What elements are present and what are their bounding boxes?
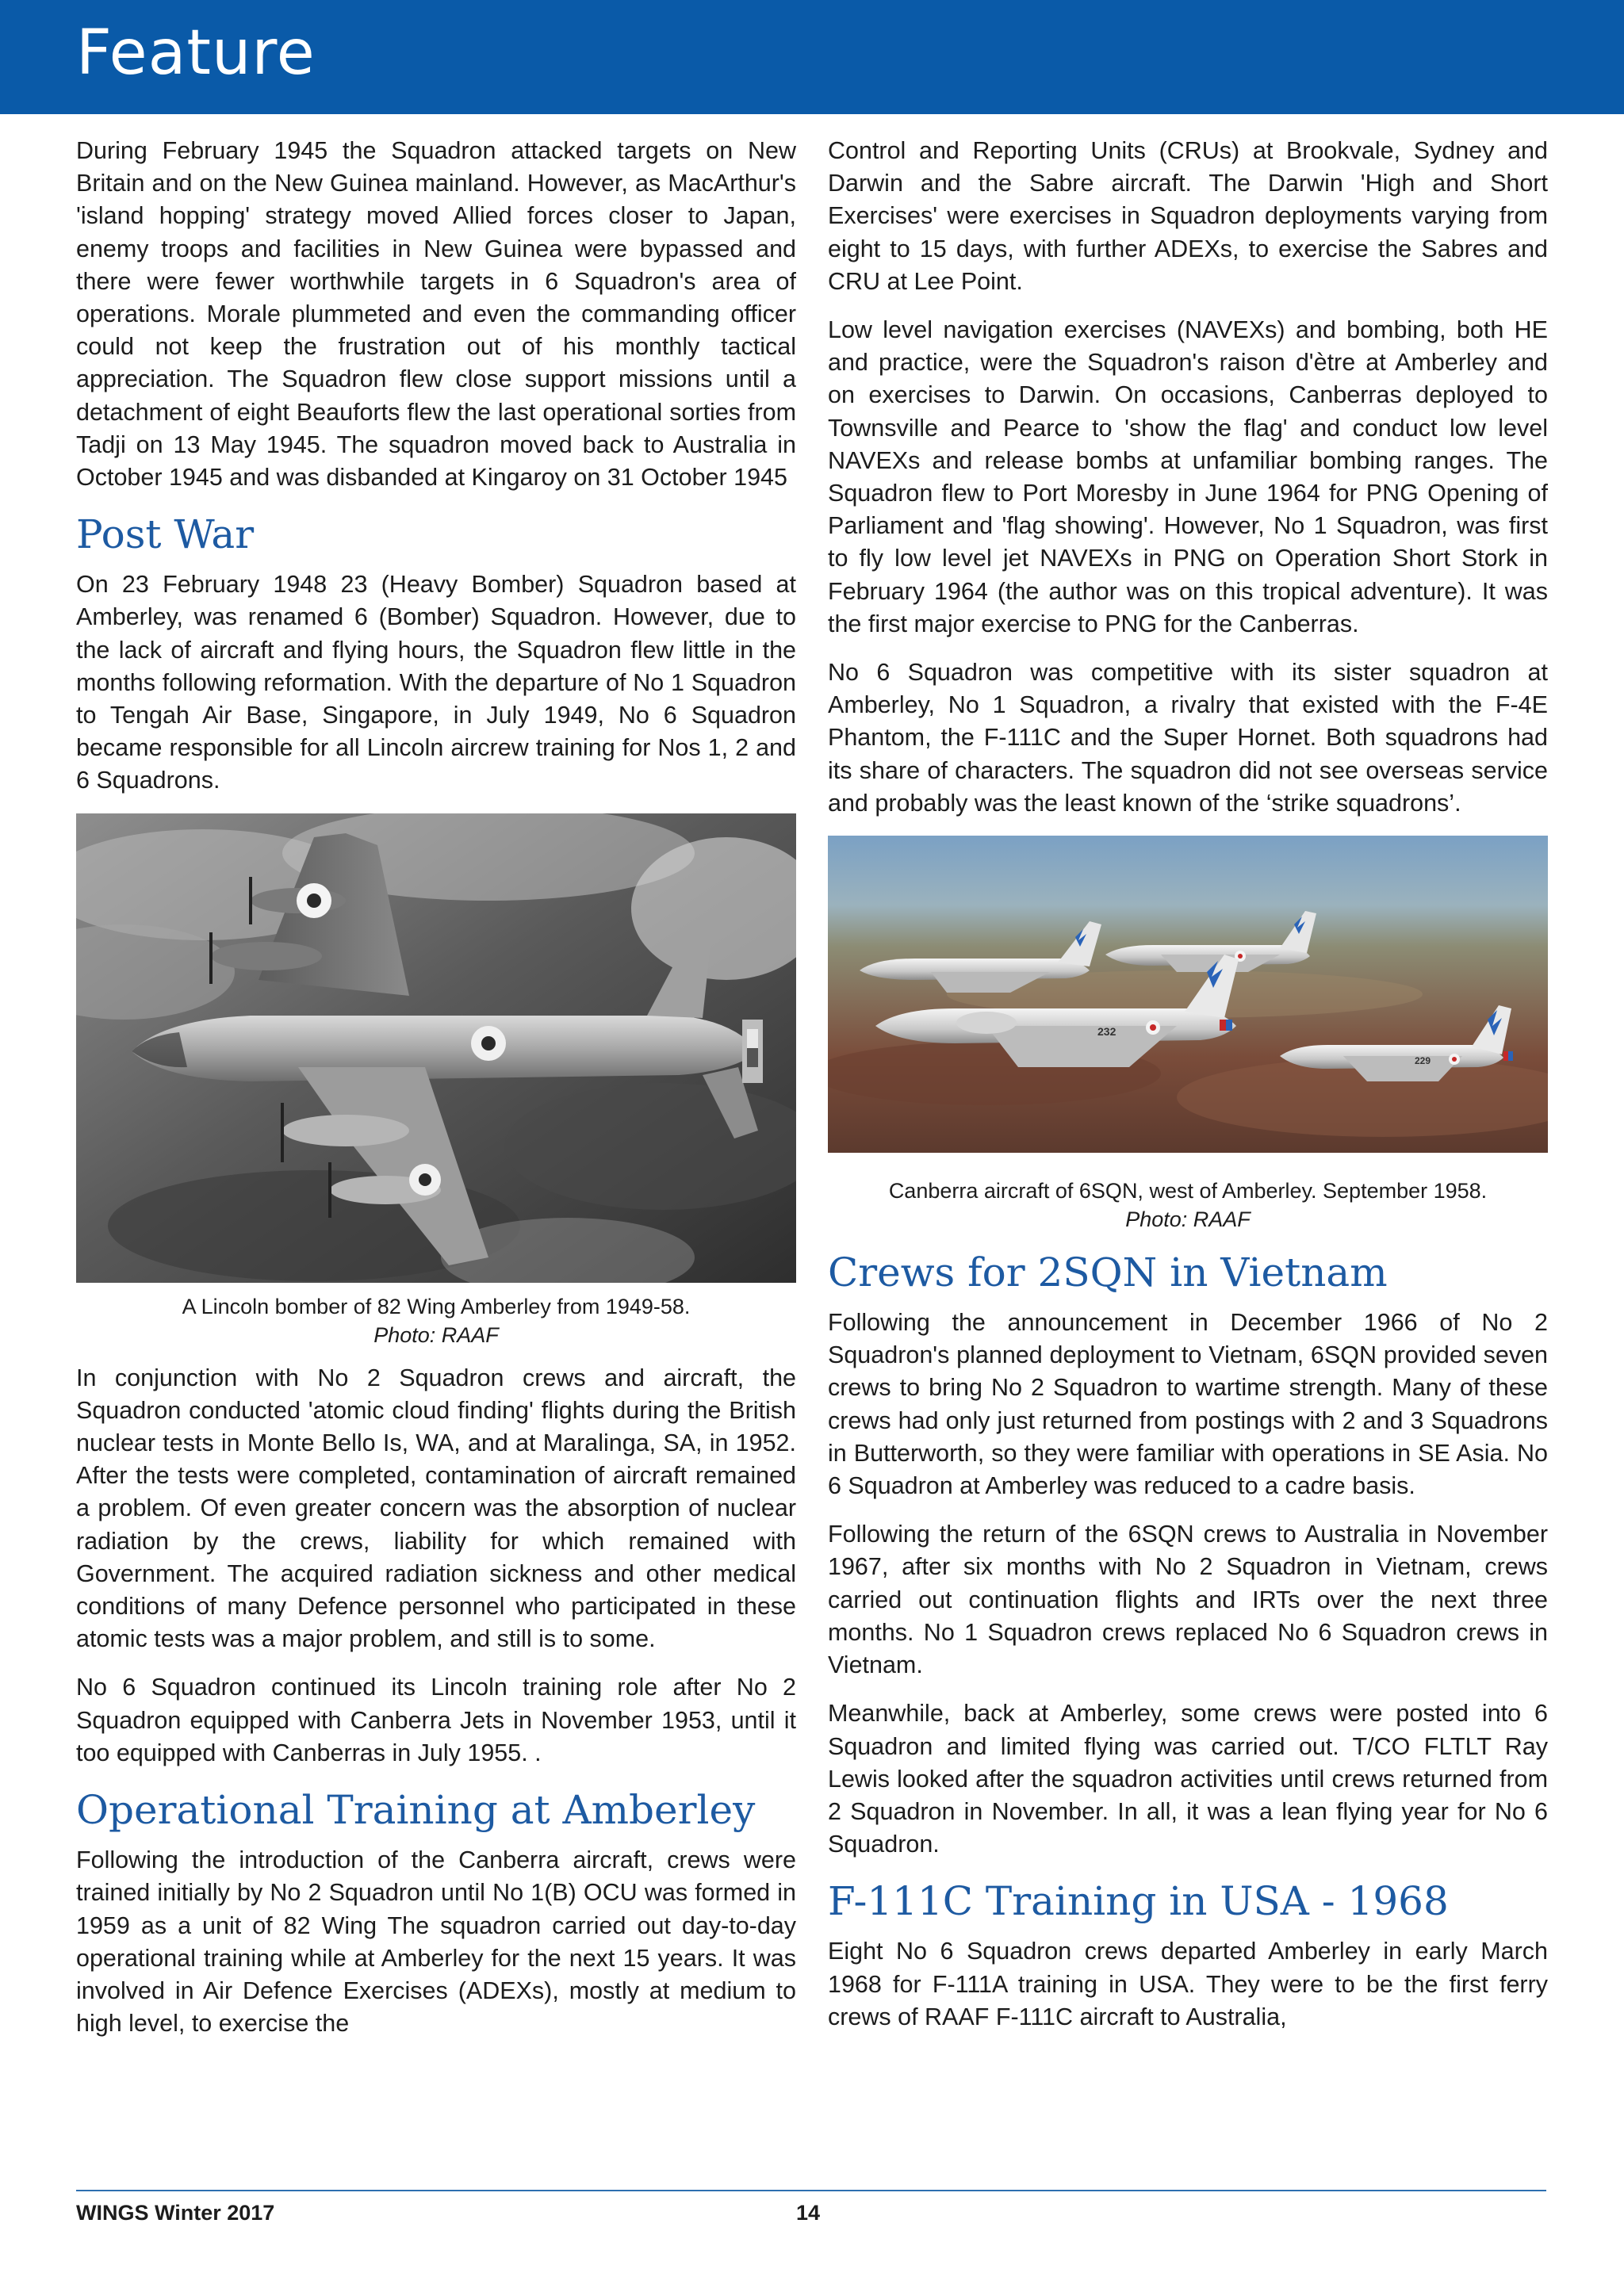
lincoln-caption-text: A Lincoln bomber of 82 Wing Amberley from 1949-58.	[182, 1294, 691, 1318]
paragraph-vietnam-deployment: Following the announcement in December 1966 of No 2 Squadron's planned deployment to Vietnam, 6SQN provided seven crews to bring No 2 Squadron to wartime strength. Many of these crews had only just returned from postings with 2 and 3 Squadrons in Butterworth, so they were familiar with operations in SE Asia. No 6 Squadron at Amberley was reduced to a cadre basis.	[828, 1309, 1548, 1500]
heading-post-war: Post War	[76, 511, 255, 558]
paragraph-canberra-training: Following the introduction of the Canberra aircraft, crews were trained initially by No 2 Squadron until No 1(B) OCU was formed in 1959 as a unit of 82 Wing The squadron carried out day-to-day operational training while at Amberley for the next 15 years. It was involved in Air Defence Exercises (ADEXs), mostly at medium to high level, to exercise the	[76, 1846, 796, 2038]
paragraph-back-at-amberley: Meanwhile, back at Amberley, some crews were posted into 6 Squadron and limited flying was carried out. T/CO FLTLT Ray Lewis looked after the squadron activities until crews returned from 2 Squadron in November. In all, it was a lean flying year for No 6 Squadron.	[828, 1700, 1548, 1858]
canberra-formation-photo	[828, 836, 1548, 1153]
paragraph-atomic-tests: In conjunction with No 2 Squadron crews and aircraft, the Squadron conducted 'atomic cloud finding' flights during the British nuclear tests in Monte Bello Is, WA, and at Maralinga, SA, in 1952. After the tests were completed, contamination of aircraft remained a problem. Of even greater concern was the absorption of nuclear radiation by the crews, liability for which remained with Government. The acquired radiation sickness and other medical conditions of many Defence personnel who participated in these atomic tests was a major problem, and still is to some.	[76, 1364, 796, 1653]
paragraph-post-war: On 23 February 1948 23 (Heavy Bomber) Squadron based at Amberley, was renamed 6 (Bomber) Squadron. However, due to the lack of aircraft and flying hours, the Squadron flew little in the months following reformation. With the departure of No 1 Squadron to Tengah Air Base, Singapore, in July 1949, No 6 Squadron became responsible for all Lincoln aircrew training for Nos 1, 2 and 6 Squadrons.	[76, 571, 796, 794]
lincoln-photo-credit: Photo: RAAF	[373, 1322, 499, 1347]
heading-f111c-training: F-111C Training in USA - 1968	[828, 1878, 1449, 1925]
paragraph-return-crews: Following the return of the 6SQN crews to Australia in November 1967, after six months with No 2 Squadron in Vietnam, crews carried out continuation flights and IRTs over the next three months. No 1 Squadron crews replaced No 6 Squadron crews in Vietnam.	[828, 1521, 1548, 1679]
footer-divider	[76, 2190, 1546, 2191]
lincoln-photo-caption	[76, 1292, 796, 1349]
canberra-photo-caption	[828, 1177, 1548, 1234]
lincoln-bomber-photo	[76, 813, 796, 1283]
paragraph-rivalry: No 6 Squadron was competitive with its sister squadron at Amberley, No 1 Squadron, a rivalry that existed with the F-4E Phantom, the F-111C and the Super Hornet. Both squadrons had its share of characters. The squadron did not see overseas service and probably was the least known of the ‘strike squadrons’.	[828, 659, 1548, 817]
right-column	[828, 135, 1548, 2049]
paragraph-lincoln-training: No 6 Squadron continued its Lincoln training role after No 2 Squadron equipped with Canberra Jets in November 1953, until it too equipped with Canberras in July 1955. .	[76, 1674, 796, 1766]
aircraft-serial-229: 229	[1415, 1055, 1431, 1067]
paragraph-f111-training: Eight No 6 Squadron crews departed Amberley in early March 1968 for F-111A training in USA. They were to be the first ferry crews of RAAF F-111C aircraft to Australia,	[828, 1938, 1548, 2030]
left-column	[76, 135, 796, 2056]
feature-banner	[0, 0, 1624, 114]
canberra-caption-text: Canberra aircraft of 6SQN, west of Amberley. September 1958.	[888, 1179, 1488, 1203]
paragraph-crus-sabres: Control and Reporting Units (CRUs) at Brookvale, Sydney and Darwin and the Sabre aircraft. The Darwin 'High and Short Exercises' were exercises in Squadron deployments varying from eight to 15 days, with further ADEXs, to exercise the Sabres and CRU at Lee Point.	[828, 137, 1548, 295]
canberra-photo-credit: Photo: RAAF	[1125, 1207, 1251, 1232]
heading-crews-vietnam: Crews for 2SQN in Vietnam	[828, 1249, 1388, 1296]
page-number: 14	[796, 2201, 821, 2225]
aircraft-serial-232: 232	[1097, 1025, 1116, 1039]
section-title: Feature	[76, 17, 316, 89]
paragraph-wartime-1945: During February 1945 the Squadron attacked targets on New Britain and on the New Guinea mainland. However, as MacArthur's 'island hopping' strategy moved Allied forces closer to Japan, enemy troops and facilities in New Guinea were bypassed and there were fewer worthwhile targets in 6 Squadron's area of operations. Morale plummeted and even the commanding officer could not keep the frustration out of his monthly tactical appreciation. The Squadron flew close support missions until a detachment of eight Beauforts flew the last operational sorties from Tadji on 13 May 1945. The squadron moved back to Australia in October 1945 and was disbanded at Kingaroy on 31 October 1945	[76, 137, 796, 492]
heading-operational-training: Operational Training at Amberley	[76, 1787, 756, 1834]
publication-name: WINGS Winter 2017	[76, 2201, 275, 2225]
paragraph-navex-bombing: Low level navigation exercises (NAVEXs) and bombing, both HE and practice, were the Squadron's raison d'ètre at Amberley and on exercises to Darwin. On occasions, Canberras deployed to Townsville and Pearce to 'show the flag' and conduct low level NAVEXs and release bombs at unfamiliar bombing ranges. The Squadron flew to Port Moresby in June 1964 for PNG Opening of Parliament and 'flag showing'. However, No 1 Squadron, was first to fly low level jet NAVEXs in PNG on Operation Short Stork in February 1964 (the author was on this tropical adventure). It was the first major exercise to PNG for the Canberras.	[828, 316, 1548, 637]
